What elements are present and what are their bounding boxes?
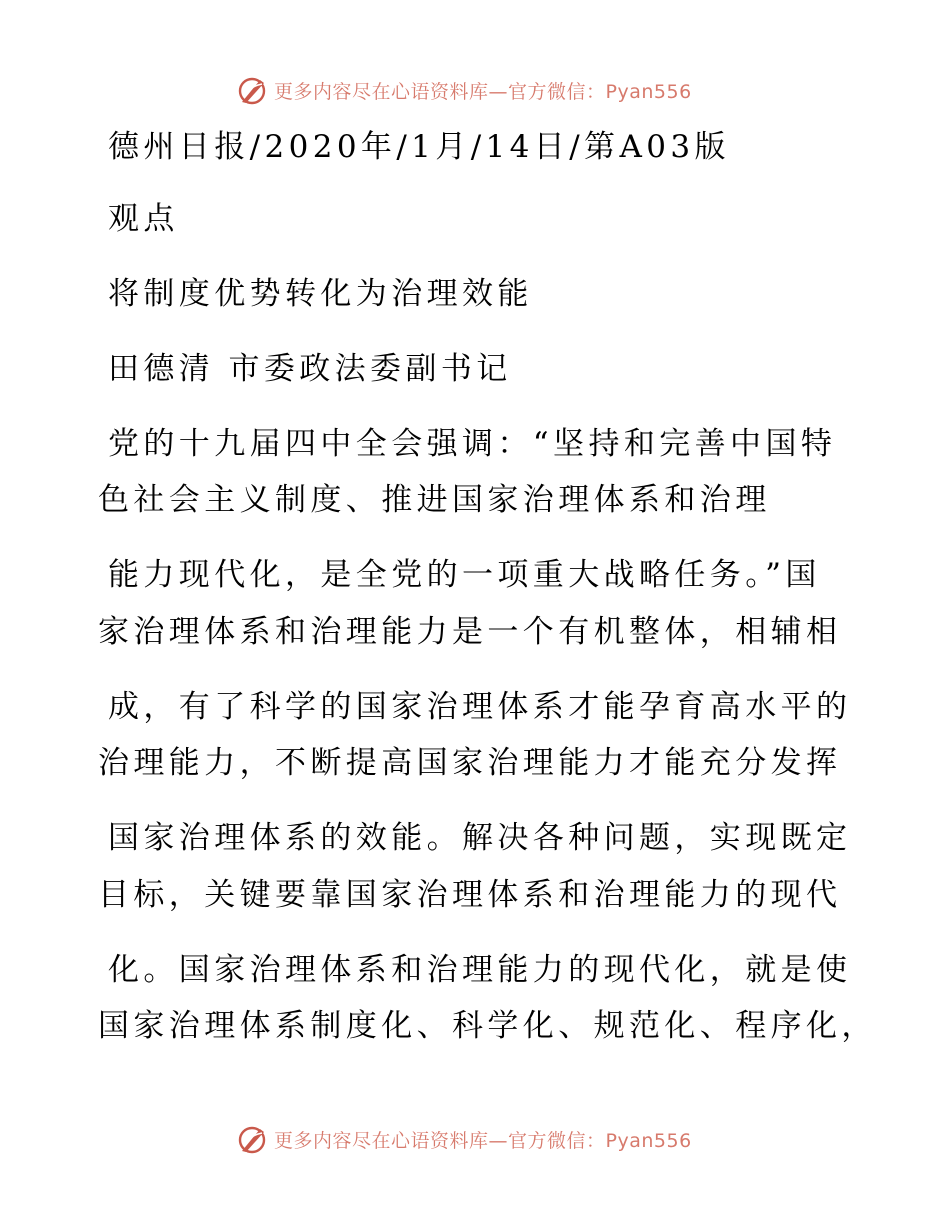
paragraph-line: 成，有了科学的国家治理体系才能孕育高水平的 [108, 689, 852, 725]
article-author: 田德清 市委政法委副书记 [108, 351, 512, 387]
paragraph-line: 能力现代化，是全党的一项重大战略任务。”国 [108, 557, 821, 593]
paragraph-line: 党的十九届四中全会强调：“坚持和完善中国特 [108, 426, 837, 462]
paragraph-line: 色社会主义制度、推进国家治理体系和治理 [98, 482, 771, 518]
column-label: 观点 [108, 201, 179, 237]
paragraph-line: 国家治理体系制度化、科学化、规范化、程序化， [98, 1008, 877, 1044]
watermark-banner-bottom [234, 1121, 692, 1157]
watermark-banner-top [234, 72, 692, 108]
paragraph-line: 家治理体系和治理能力是一个有机整体，相辅相 [98, 614, 842, 650]
quill-pen-logo-icon [234, 1121, 270, 1157]
article-title: 将制度优势转化为治理效能 [108, 276, 533, 312]
paragraph-line: 治理能力，不断提高国家治理能力才能充分发挥 [98, 745, 842, 781]
paragraph-line: 化。国家治理体系和治理能力的现代化，就是使 [108, 952, 852, 988]
quill-pen-logo-icon [234, 72, 270, 108]
paragraph-line: 国家治理体系的效能。解决各种问题，实现既定 [108, 820, 852, 856]
watermark-text: 更多内容尽在心语资料库—官方微信：Pyan556 [274, 1129, 692, 1152]
publication-source: 德州日报/2020年/1月/14日/第A03版 [108, 129, 730, 165]
paragraph-line: 目标，关键要靠国家治理体系和治理能力的现代 [98, 877, 842, 913]
watermark-text: 更多内容尽在心语资料库—官方微信：Pyan556 [274, 80, 692, 103]
